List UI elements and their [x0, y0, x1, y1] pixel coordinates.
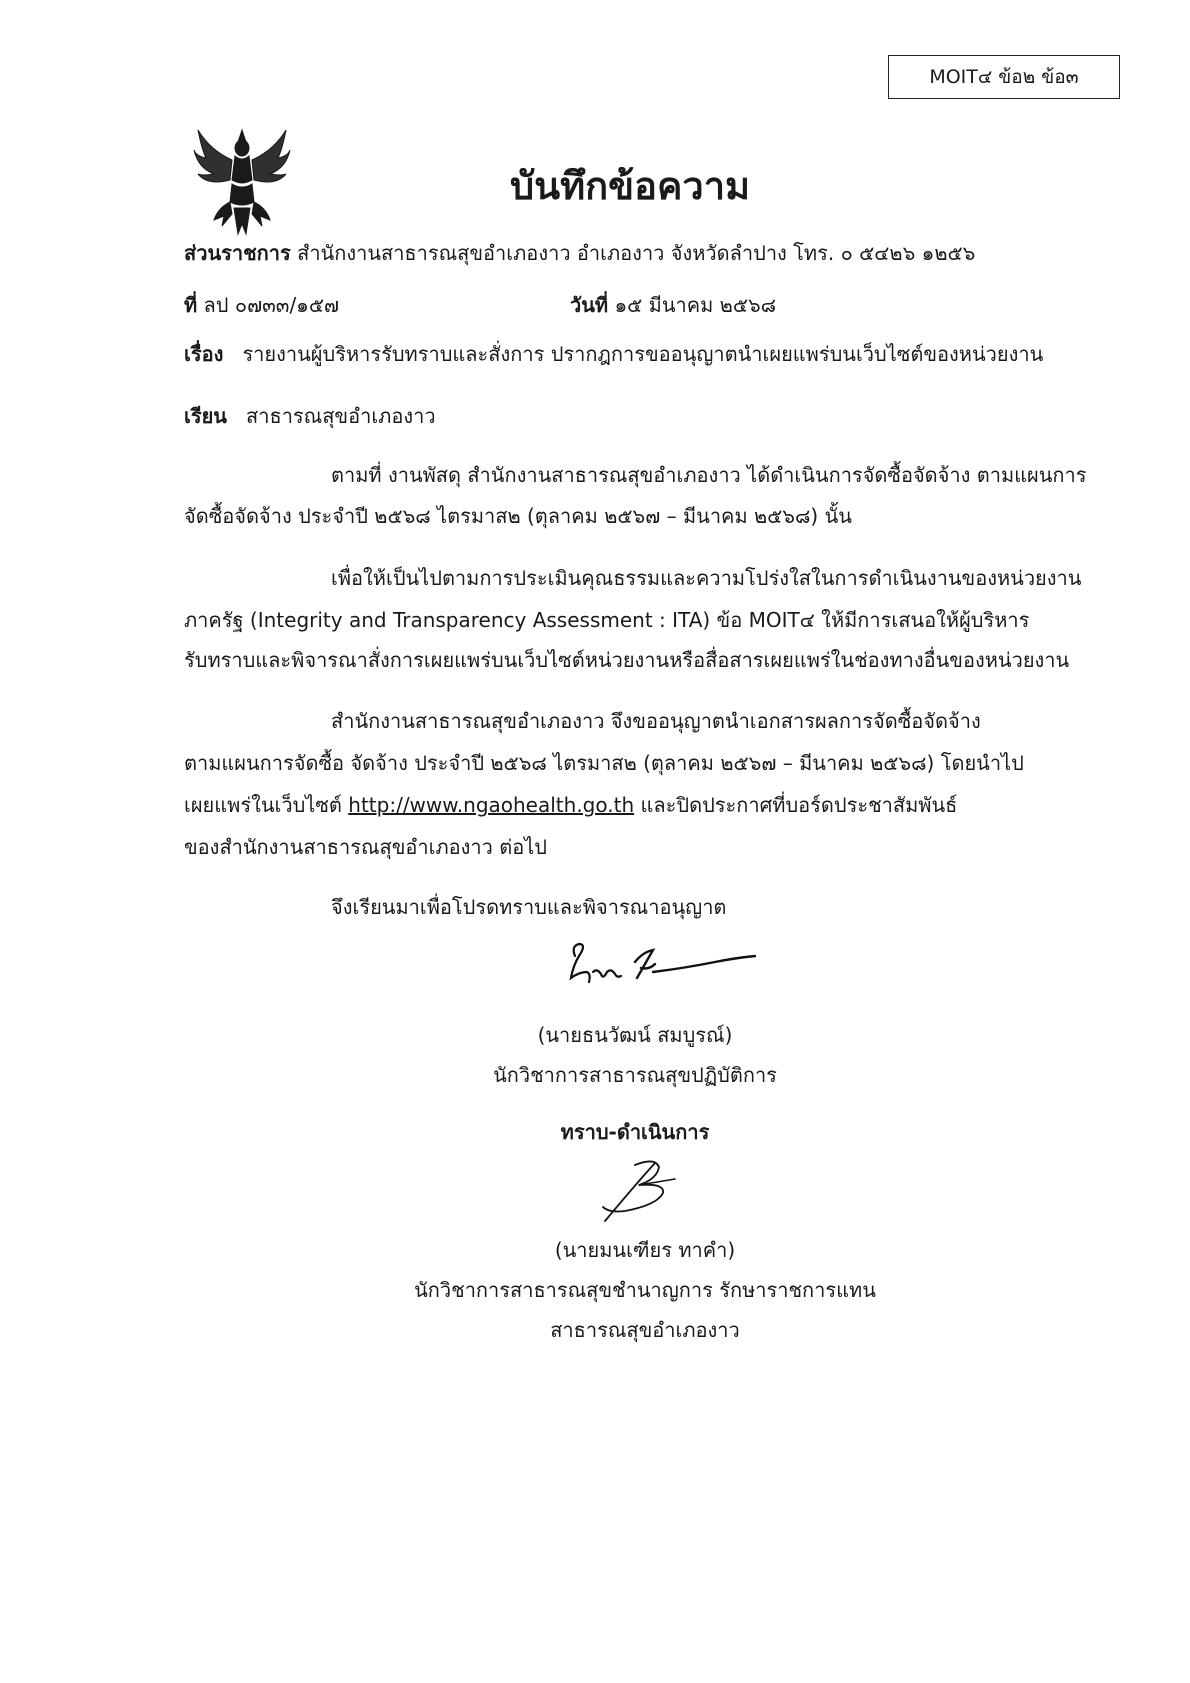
ref-label: ที่	[184, 293, 198, 317]
subject-label: เรื่อง	[184, 342, 224, 366]
paragraph-3-line-2: ตามแผนการจัดซื้อ จัดจ้าง ประจำปี ๒๕๖๘ ไตรมาส๒ (ตุลาคม ๒๕๖๗ – มีนาคม ๒๕๖๘) โดยนำไป	[184, 751, 1024, 775]
paragraph-2-line-2: ภาครัฐ (Integrity and Transparency Assessment : ITA) ข้อ MOIT๔ ให้มีการเสนอให้ผู้บริหาร	[184, 608, 1030, 632]
signer-2-position-2: สาธารณสุขอำเภองาว	[550, 1318, 740, 1342]
signature-2	[595, 1155, 685, 1225]
agency-row	[184, 238, 975, 268]
approval-note: ทราบ-ดำเนินการ	[560, 1120, 710, 1144]
to-row	[184, 401, 436, 431]
signer-2-name: (นายมนเฑียร ทาคำ)	[554, 1238, 736, 1262]
signature-1	[565, 938, 765, 993]
closing-line: จึงเรียนมาเพื่อโปรดทราบและพิจารณาอนุญาต	[331, 895, 727, 919]
paragraph-1-line-1: ตามที่ งานพัสดุ สำนักงานสาธารณสุขอำเภองาว ได้ดำเนินการจัดซื้อจัดจ้าง ตามแผนการ	[331, 463, 1087, 487]
agency-label: ส่วนราชการ	[184, 241, 291, 265]
paragraph-1-line-2: จัดซื้อจัดจ้าง ประจำปี ๒๕๖๘ ไตรมาส๒ (ตุลาคม ๒๕๖๗ – มีนาคม ๒๕๖๘) นั้น	[184, 504, 852, 528]
date-label: วันที่	[570, 293, 609, 317]
notice-text: และปิดประกาศที่บอร์ดประชาสัมพันธ์	[640, 793, 958, 817]
ref-value: ลป ๐๗๓๓/๑๕๗	[203, 293, 340, 317]
date-value: ๑๕ มีนาคม ๒๕๖๘	[614, 293, 777, 317]
document-title: บันทึกข้อความ	[510, 164, 751, 208]
reference-box: MOIT๔ ข้อ๒ ข้อ๓	[888, 55, 1120, 99]
to-value: สาธารณสุขอำเภองาว	[246, 404, 436, 428]
ref-row	[184, 290, 339, 320]
paragraph-3-line-1: สำนักงานสาธารณสุขอำเภองาว จึงขออนุญาตนำเอกสารผลการจัดซื้อจัดจ้าง	[331, 709, 981, 733]
signer-1-name: (นายธนวัฒน์ สมบูรณ์)	[537, 1023, 733, 1047]
signer-1-position: นักวิชาการสาธารณสุขปฏิบัติการ	[493, 1063, 777, 1087]
garuda-emblem	[192, 128, 292, 236]
paragraph-2-line-3: รับทราบและพิจารณาสั่งการเผยแพร่บนเว็บไซต์หน่วยงานหรือสื่อสารเผยแพร่ในช่องทางอื่นของหน่วยงาน	[184, 648, 1070, 672]
website-link[interactable]: http://www.ngaohealth.go.th	[348, 793, 635, 817]
paragraph-2-line-1: เพื่อให้เป็นไปตามการประเมินคุณธรรมและความโปร่งใสในการดำเนินงานของหน่วยงาน	[331, 566, 1082, 590]
signer-2-position-1: นักวิชาการสาธารณสุขชำนาญการ รักษาราชการแทน	[414, 1278, 876, 1302]
date-row	[570, 290, 776, 320]
website-text: เผยแพร่ในเว็บไซต์	[184, 793, 342, 817]
paragraph-3-line-3	[184, 790, 957, 820]
to-label: เรียน	[184, 404, 227, 428]
paragraph-3-line-4: ของสำนักงานสาธารณสุขอำเภองาว ต่อไป	[184, 835, 547, 859]
subject-value: รายงานผู้บริหารรับทราบและสั่งการ ปรากฎการขออนุญาตนำเผยแพร่บนเว็บไซต์ของหน่วยงาน	[242, 342, 1044, 366]
agency-value: สำนักงานสาธารณสุขอำเภองาว อำเภองาว จังหวัดลำปาง โทร. ๐ ๕๔๒๖ ๑๒๕๖	[297, 241, 976, 265]
subject-row	[184, 339, 1043, 369]
